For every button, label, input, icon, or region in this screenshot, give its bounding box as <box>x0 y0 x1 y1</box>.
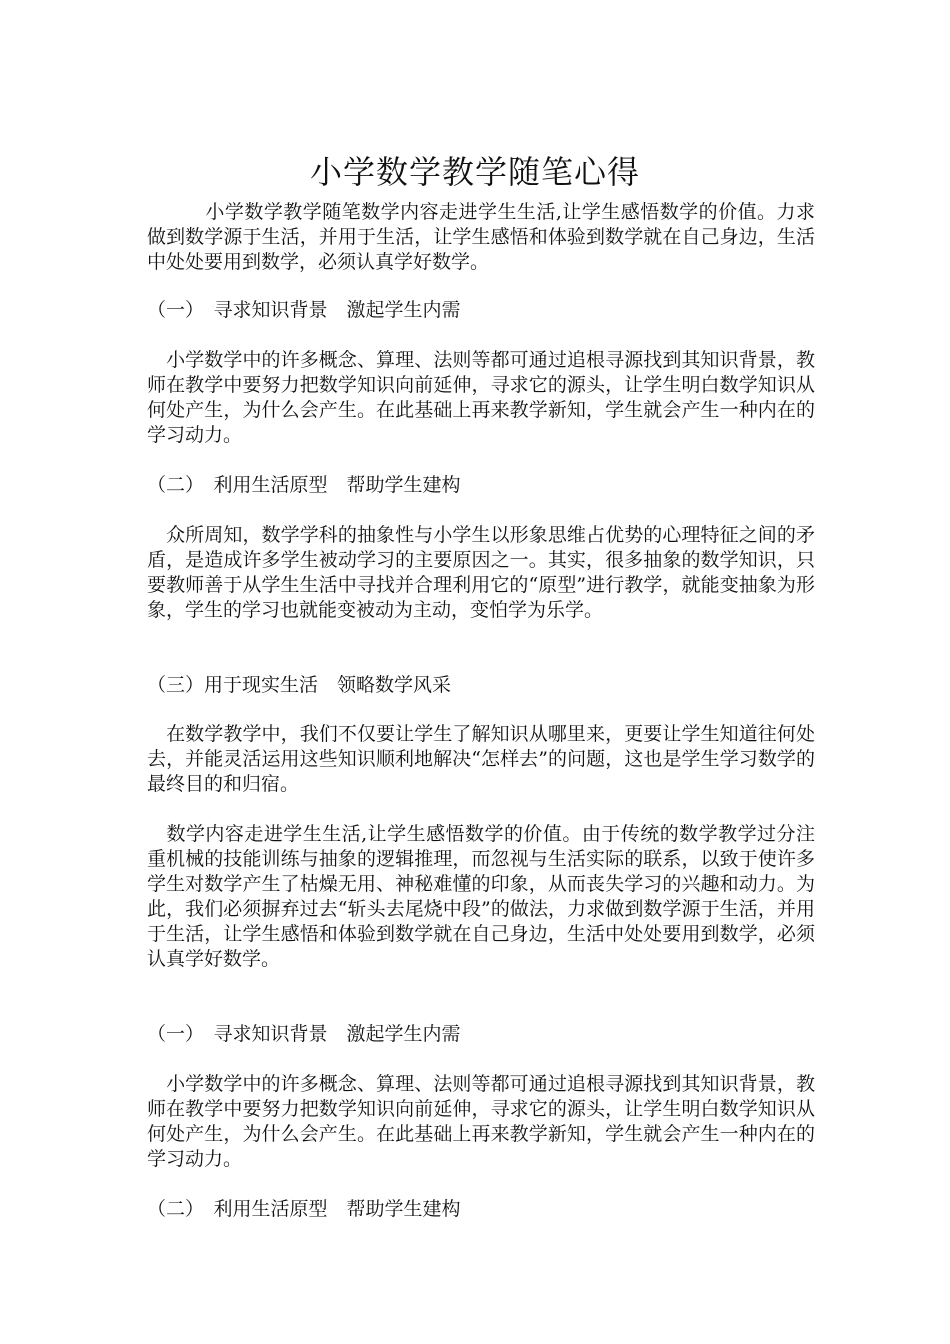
section-heading-4: （一） 寻求知识背景 激起学生内需 <box>147 1023 461 1045</box>
section-heading-3: （三）用于现实生活 领略数学风采 <box>147 674 452 696</box>
paragraph-1: 小学数学中的许多概念、算理、法则等都可通过追根寻源找到其知识背景，教师在教学中要努力把数学知识向前延伸，寻求它的源头，让学生明白数学知识从何处产生，为什么会产生。在此基础上再来教学新知，学生就会产生一种内在的学习动力。 <box>147 349 815 446</box>
paragraph-3: 在数学教学中，我们不仅要让学生了解知识从哪里来，更要让学生知道往何处去，并能灵活运用这些知识顺利地解决“怎样去”的问题，这也是学生学习数学的最终目的和归宿。 <box>147 723 815 795</box>
section-heading-1: （一） 寻求知识背景 激起学生内需 <box>147 299 461 321</box>
paragraph-2: 众所周知，数学学科的抽象性与小学生以形象思维占优势的心理特征之间的矛盾，是造成许多学生被动学习的主要原因之一。其实，很多抽象的数学知识，只要教师善于从学生生活中寻找并合理利用它的“原型”进行教学，就能变抽象为形象，学生的学习也就能变被动为主动，变怕学为乐学。 <box>147 524 815 621</box>
paragraph-5: 小学数学中的许多概念、算理、法则等都可通过追根寻源找到其知识背景，教师在教学中要努力把数学知识向前延伸，寻求它的源头，让学生明白数学知识从何处产生，为什么会产生。在此基础上再来教学新知，学生就会产生一种内在的学习动力。 <box>147 1073 815 1170</box>
section-heading-5: （二） 利用生活原型 帮助学生建构 <box>147 1198 461 1220</box>
document-title: 小学数学教学随笔心得 <box>309 153 640 191</box>
section-heading-2: （二） 利用生活原型 帮助学生建构 <box>147 474 461 496</box>
intro-paragraph: 小学数学教学随笔数学内容走进学生生活,让学生感悟数学的价值。力求做到数学源于生活，并用于生活，让学生感悟和体验到数学就在自己身边，生活中处处要用到数学，必须认真学好数学。 <box>147 201 815 273</box>
paragraph-4: 数学内容走进学生生活,让学生感悟数学的价值。由于传统的数学教学过分注重机械的技能训练与抽象的逻辑推理，而忽视与生活实际的联系，以致于使许多学生对数学产生了枯燥无用、神秘难懂的印象，从而丧失学习的兴趣和动力。为此，我们必须摒弃过去“斩头去尾烧中段”的做法，力求做到数学源于生活，并用于生活，让学生感悟和体验到数学就在自己身边，生活中处处要用到数学，必须认真学好数学。 <box>147 823 815 970</box>
